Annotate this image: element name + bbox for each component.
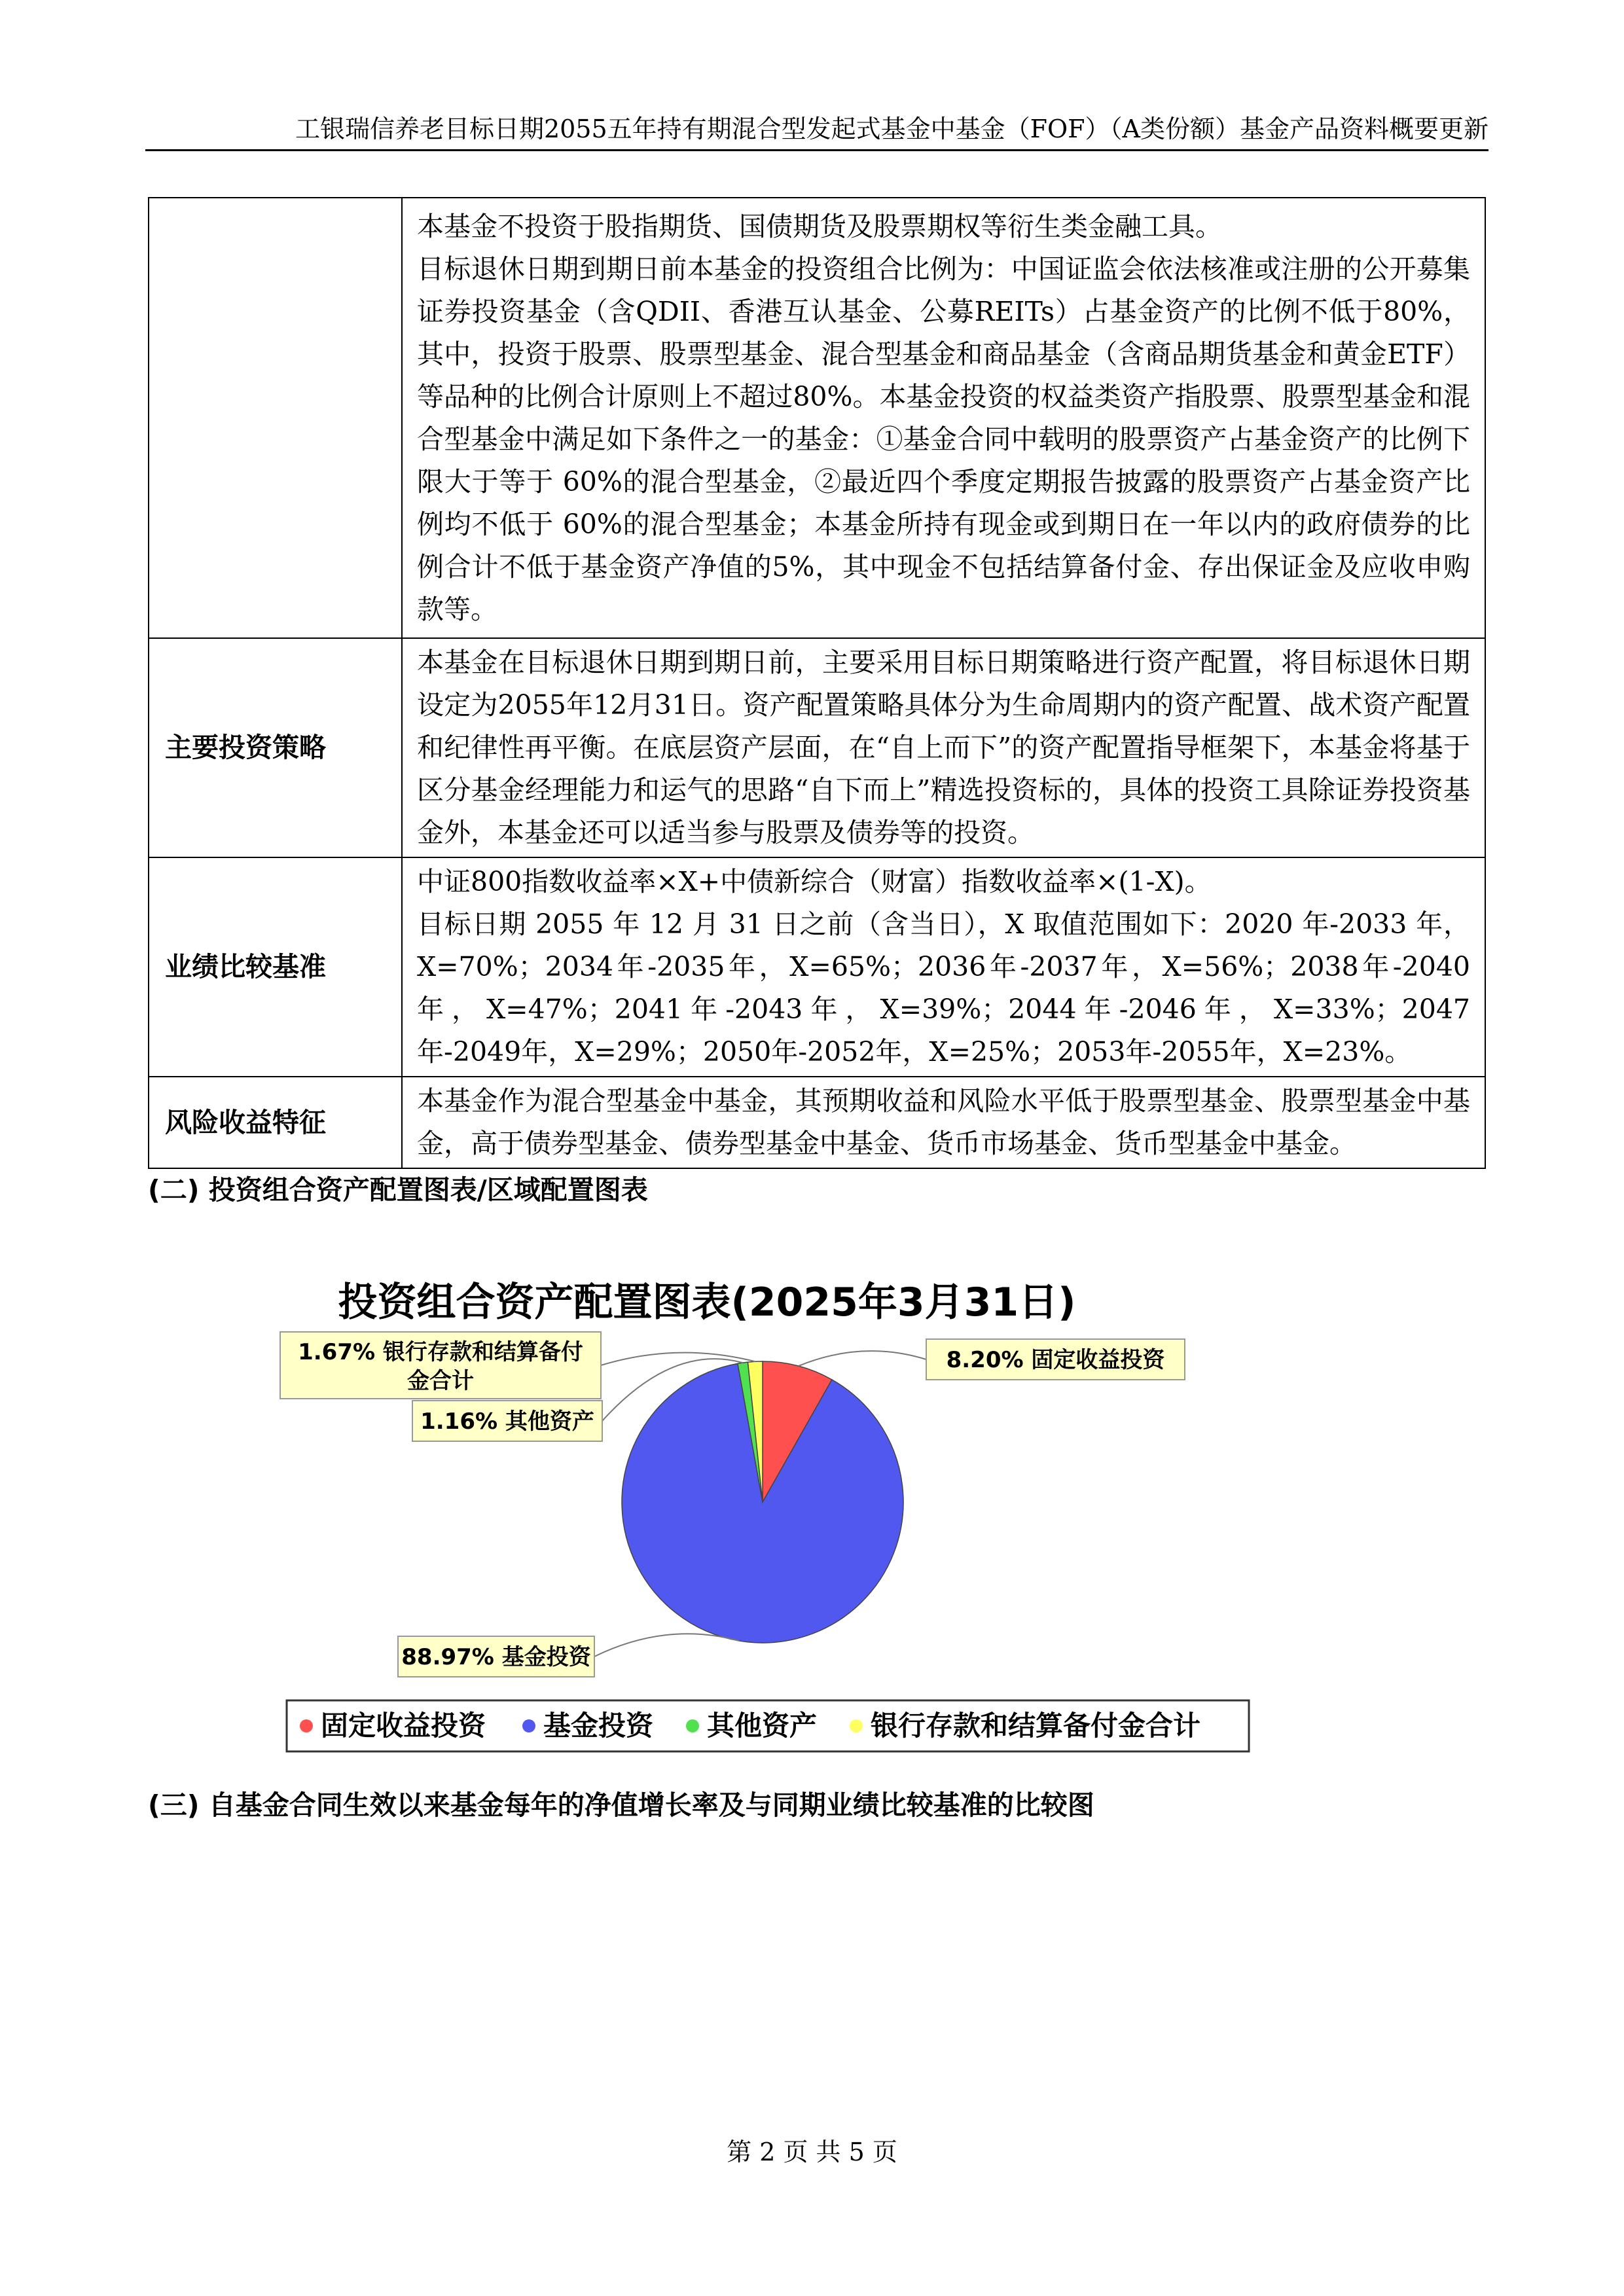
table-row-benchmark (149, 857, 1485, 1077)
page-footer: 第 2 页 共 5 页 (727, 2138, 897, 2166)
paragraph: 中证800指数收益率×X+中债新综合（财富）指数收益率×(1-X)。 (417, 866, 1212, 897)
chart-legend (287, 1700, 1249, 1751)
document-header: 工银瑞信养老目标日期2055五年持有期混合型发起式基金中基金（FOF）（A类份额）基金产品资料概要更新 (295, 115, 1489, 143)
header-rule (145, 149, 1489, 151)
paragraph: 本基金在目标退休日期到期日前，主要采用目标日期策略进行资产配置，将目标退休日期设定为2055年12月31日。资产配置策略具体分为生命周期内的资产配置、战术资产配置和纪律性再平衡。在底层资产层面，在“自上而下”的资产配置指导框架下，本基金将基于区分基金经理能力和运气的思路“自下而上”精选投资标的，具体的投资工具除证券投资基金外，本基金还可以适当参与股票及债券等的投资。 (417, 647, 1470, 848)
fund-info-table (148, 197, 1486, 1169)
paragraph: 本基金作为混合型基金中基金，其预期收益和风险水平低于股票型基金、股票型基金中基金，高于债券型基金、债券型基金中基金、货币市场基金、货币型基金中基金。 (417, 1085, 1470, 1159)
legend-entry: 银行存款和结算备付金合计 (871, 1710, 1201, 1742)
legend-entry: 其他资产 (707, 1710, 818, 1742)
row-content (402, 857, 1485, 1077)
chart-title: 投资组合资产配置图表(2025年3月31日) (338, 1280, 1076, 1325)
paragraph: 目标日期 2055 年 12 月 31 日之前（含当日），X 取值范围如下：2020 年-2033 年，X=70%；2034年-2035年，X=65%；2036年-2037年，X=56%；2038年-2040年，X=47%；2041年-2043年，X=39%；2044年-2046年，X=33%；2047年-2049年，X=29%；2050年-2052年，X=25%；2053年-2055年，X=23%。 (417, 908, 1470, 1067)
row-label: 风险收益特征 (149, 1077, 402, 1168)
data-label: 1.16% 其他资产 (420, 1408, 594, 1435)
data-label: 88.97% 基金投资 (401, 1644, 591, 1670)
section-heading-growth: (三) 自基金合同生效以来基金每年的净值增长率及与同期业绩比较基准的比较图 (148, 1789, 1094, 1821)
row-content (402, 638, 1485, 857)
legend-swatch (686, 1719, 699, 1732)
legend-swatch (300, 1719, 313, 1732)
row-label (149, 198, 402, 638)
leader-line (594, 1634, 739, 1657)
data-label: 8.20% 固定收益投资 (946, 1347, 1165, 1373)
leader-line (799, 1351, 926, 1366)
row-label: 业绩比较基准 (149, 857, 402, 1077)
data-label: 1.67% 银行存款和结算备付金合计 (298, 1339, 583, 1394)
section-heading-allocation: (二) 投资组合资产配置图表/区域配置图表 (148, 1174, 648, 1206)
legend-entry: 固定收益投资 (321, 1710, 486, 1742)
legend-swatch (850, 1719, 863, 1732)
paragraph: 目标退休日期到期日前本基金的投资组合比例为：中国证监会依法核准或注册的公开募集证券投资基金（含QDII、香港互认基金、公募REITs）占基金资产的比例不低于80%，其中，投资于股票、股票型基金、混合型基金和商品基金（含商品期货基金和黄金ETF）等品种的比例合计原则上不超过80%。本基金投资的权益类资产指股票、股票型基金和混合型基金中满足如下条件之一的基金：①基金合同中载明的股票资产占基金资产的比例下限大于等于 60%的混合型基金，②最近四个季度定期报告披露的股票资产占基金资产比例均不低于 60%的混合型基金；本基金所持有现金或到期日在一年以内的政府债券的比例合计不低于基金资产净值的5%，其中现金不包括结算备付金、存出保证金及应收申购款等。 (417, 253, 1470, 625)
pie-slices (622, 1361, 903, 1643)
allocation-pie-chart (275, 1244, 1257, 1767)
row-content (402, 1077, 1485, 1168)
leader-line (601, 1353, 755, 1365)
legend-entry: 基金投资 (543, 1710, 654, 1742)
row-label: 主要投资策略 (149, 638, 402, 857)
table-row-investment-scope (149, 198, 1485, 638)
table-row-strategy (149, 638, 1485, 857)
table-row-risk (149, 1077, 1485, 1168)
row-content (402, 198, 1485, 638)
paragraph: 本基金不投资于股指期货、国债期货及股票期权等衍生类金融工具。 (417, 210, 1222, 242)
legend-swatch (522, 1719, 535, 1732)
